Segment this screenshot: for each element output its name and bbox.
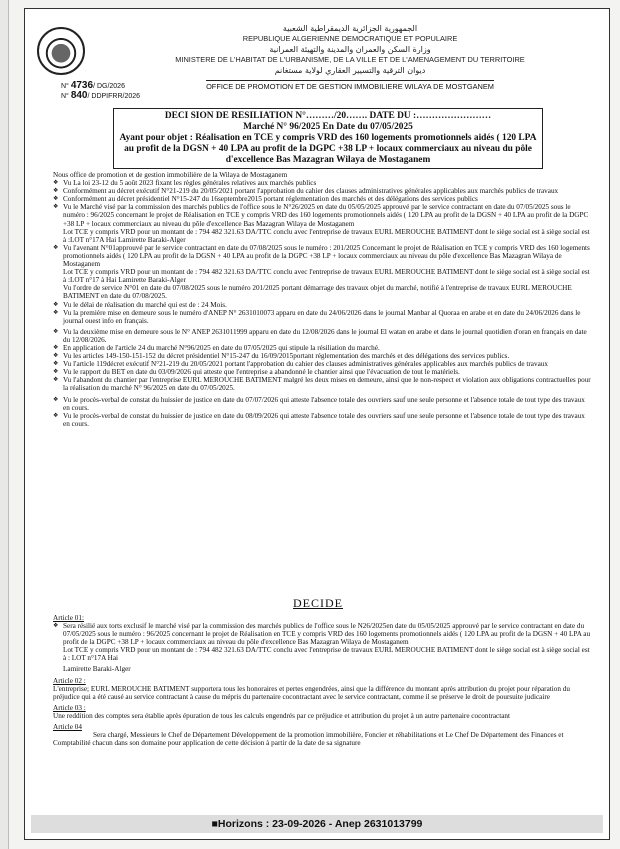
list-item-cont: Lot TCE y compris VRD pour un montant de : 794 482 321.63 DA/TTC conclu avec l'entreprise de travaux EURL MEROUCHE BATIMENT dont le siège social est à siège social est à :LOT n°17A Hai Lamirette Baraki-Alger [63, 227, 590, 244]
list-item: ❖ Conformément au décret exécutif N°21-219 du 20/05/2021 portant l'approbation du cahier des clauses administratives générales applicables aux marchés publics de travaux [53, 187, 593, 195]
intro: Nous office de promotion et de gestion immobilière de la Wilaya de Mostaganem [53, 171, 288, 179]
article-4-text: Sera chargé, Messieurs le Chef de Département Développement de la promotion immobilière, Foncier et réhabilitations et Le Chef De Département des Finances et Comptabilité chacun dans son domaine pour application de cette décision à partir de la date de sa signature [53, 731, 564, 748]
list-item: ❖ Vu le procès-verbal de constat du huissier de justice en date du 08/09/2026 qui atteste l'absence totale des ouvriers sauf une seule personne et l'absence totale de tout type des travaux en cours. [53, 412, 593, 428]
ministry-name: MINISTERE DE L'HABITAT DE L'URBANISME, DE LA VILLE ET DE L'AMENAGEMENT DU TERRITOIRE [175, 55, 525, 64]
list-item: ❖ Vu l'abandont du chantier par l'entreprise EURL MEROUCHE BATIMENT malgré les deux mises en demeure, ainsi que le non-respect et violation aux obligations contractuelles pour la réalisation du marché N° 96/2025 en date du 07/05/2025. [53, 376, 593, 392]
list-item: ❖ Vu la première mise en demeure sous le numéro d'ANEP N° 2631010073 apparu en date du 24/06/2026 dans le journal Manbar al Quoraa en arabe et en date du 24/06/2026 dans le journal ouest info en français. [53, 309, 593, 325]
list-item: ❖ Vu le rapport du BET en date du 03/09/2026 qui atteste que l'entreprise a abandonné le chantier ainsi que l'évacuation de tout le matériels. [53, 368, 593, 376]
article-3-text: Une reddition des comptes sera établie après épuration de tous les calculs engendrés par ce préjudice et attribution du projet à un autre partenaire cocontractant [53, 712, 511, 721]
document-page [24, 8, 610, 840]
ministry-logo [37, 27, 85, 75]
decision-title: DECI SION DE RESILIATION N°………/20……. DATE DU :…………………… [164, 111, 492, 121]
article-4-title: Article 04 [53, 723, 82, 732]
article-2-title: Article 02 : [53, 676, 86, 685]
list-item: ❖ Vu les articles 149-150-151-152 du décret présidentiel N°15-247 du 16/09/2015portant réglementation des marchés et des délégations des services publics. [53, 352, 593, 360]
market-title: Marché N° 96/2025 En Date du 07/05/2025 [243, 122, 413, 132]
publication-footer: ■Horizons : 23-09-2026 - Anep 2631013799 [31, 815, 603, 833]
list-item: ❖ Vu le procès-verbal de constat du huissier de justice en date du 07/07/2026 qui atteste l'absence totale des ouvriers sauf une seule personne et l'absence totale de tout type des travaux en cours. [53, 396, 593, 412]
article-1-title: Article 01: [53, 614, 84, 622]
reference-numbers: N° 4736/ DG/2026 N° 840/ DDPIFRR/2026 [61, 80, 141, 101]
article-1-text-3: Lamirette Baraki-Alger [63, 664, 131, 673]
decision-title-box [113, 108, 543, 169]
article-1-text-2: Lot TCE y compris VRD pour un montant de : 794 482 321.63 DA/TTC conclu avec l'entreprise de travaux EURL MEROUCHE BATIMENT dont le siège social est à siège social est à : LOT n°17A Hai [63, 646, 590, 663]
arabic-line-3: ديوان الترقية والتسيير العقاري لولاية مستغانم [274, 66, 426, 75]
list-item: ❖ Vu la deuxième mise en demeure sous le N° ANEP 2631011999 apparu en date du 12/08/2026 dans le journal El watan en arabe et dans le journal quotidien d'oran en français en date du 12/08/2026. [53, 328, 593, 344]
list-item-cont: Vu l'ordre de service N°01 en date du 07/08/2025 sous le numéro 201/2025 portant démarrage des travaux objet du marché, notifié à l'entreprise de travaux EURL MEROUCHE BATIMENT en date du 07/08/2025. [63, 284, 572, 301]
list-item-cont: Lot TCE y compris VRD pour un montant de : 794 482 321.63 DA/TTC conclu avec l'entreprise de travaux EURL MEROUCHE BATIMENT dont le siège social est à siège social est à :LOT n°17 à Hai Lamirette Baraki-Alger [63, 268, 590, 285]
list-item: ❖ Vu le délai de réalisation du marché qui est de : 24 Mois. [53, 301, 593, 309]
decide-heading: DECIDE [293, 596, 343, 610]
list-item: ❖ Conformément au décret présidentiel N°15-247 du 16septembre2015 portant réglementation des marchés et des délégations des services publics [53, 195, 593, 203]
list-item: ❖ Vu l'article 119décret exécutif N°21-219 du 20/05/2021 portant l'approbation du cahier des clauses administratives générales applicables aux marchés publics de travaux [53, 360, 593, 368]
republic-name: REPUBLIQUE ALGERIENNE DEMOCRATIQUE ET POPULAIRE [242, 34, 458, 43]
left-panel-edge [0, 0, 9, 849]
list-item: ❖ Vu La loi 23-12 du 5 août 2023 fixant les règles générales relatives aux marchés publics [53, 179, 593, 187]
object-title: Ayant pour objet : Réalisation en TCE y compris VRD des 160 logements promotionnels aidés ( 120 LPA au profit de la DGSN + 40 LPA au profit de la DGPC +38 LP + locaux commerciaux au niveau du pôle d'excellence Bas Mazagran Wilaya de Mostaganem [119, 133, 537, 165]
arabic-line-1: الجمهورية الجزائرية الديمقراطية الشعبية [282, 24, 418, 33]
list-item: ❖ En application de l'article 24 du marché N°96/2025 en date du 07/05/2025 qui stipule la résiliation du marché. [53, 344, 593, 352]
office-name: OFFICE DE PROMOTION ET DE GESTION IMMOBILIERE WILAYA DE MOSTGANEM [206, 82, 494, 91]
letterhead [105, 23, 595, 94]
article-2-text: L'entreprise; EURL MEROUCHE BATIMENT supportera tous les honoraires et pertes engendrées, ainsi que la différence du montant après attribution du projet pour réparation du préjudice qui a été causé au service contractant à cause du mépris du partenaire cocontractant avec le service contractant, comme il se préserve le droit de poursuite judicaire [53, 684, 570, 701]
articles [53, 614, 593, 747]
list-item: ❖ Vu l'avenant N°01approuvé par le service contractant en date du 07/08/2025 sous le numéro : 201/2025 Concernant le projet de Réalisation en TCE y compris VRD des 160 logements promotionnels aidés ( 120 LPA au profit de la DGSN + 40 LPA au profit de la DGPC +38 LP + locaux commerciaux au niveau du pôle d'excellence Bas Mazagran Wilaya de Mostaganem [53, 244, 593, 268]
recitals [53, 171, 593, 428]
list-item: ❖ Vu le Marché visé par la commission des marchés publics de l'office sous le N°26/2025 en date du 05/05/2025 approuvé par le service contractant en date du 07/05/2025 sous le numéro : 96/2025 concernant le projet de Réalisation en TCE y compris VRD des 160 logements promotionnels aidés ( 120 LPA au profit de la DGSN + 40 LPA au profit de la DGPC +38 LP + locaux commerciaux au niveau du pôle d'excellence Bas Mazagran Wilaya de Mostaganem [53, 203, 593, 227]
article-1-text: ❖ Sera résilié aux torts exclusif le marché visé par la commission des marchés publics de l'office sous le N26/2025en date du 05/05/2025 approuvé par le service contractant en date du 07/05/2025 sous le numéro : 96/2025 concernant le projet de Réalisation en TCE y compris VRD des 160 logements promotionnels aidés ( 120 LPA au profit de la DGSN + 40 LPA au profit de la DGPC +38 LP + locaux commerciaux au niveau du pôle d'excellence Bas Mazagran Wilaya de Mostaganem [53, 622, 593, 646]
arabic-line-2: وزارة السكن والعمران والمدينة والتهيئة العمرانية [269, 45, 431, 54]
article-3-title: Article 03 : [53, 703, 86, 712]
